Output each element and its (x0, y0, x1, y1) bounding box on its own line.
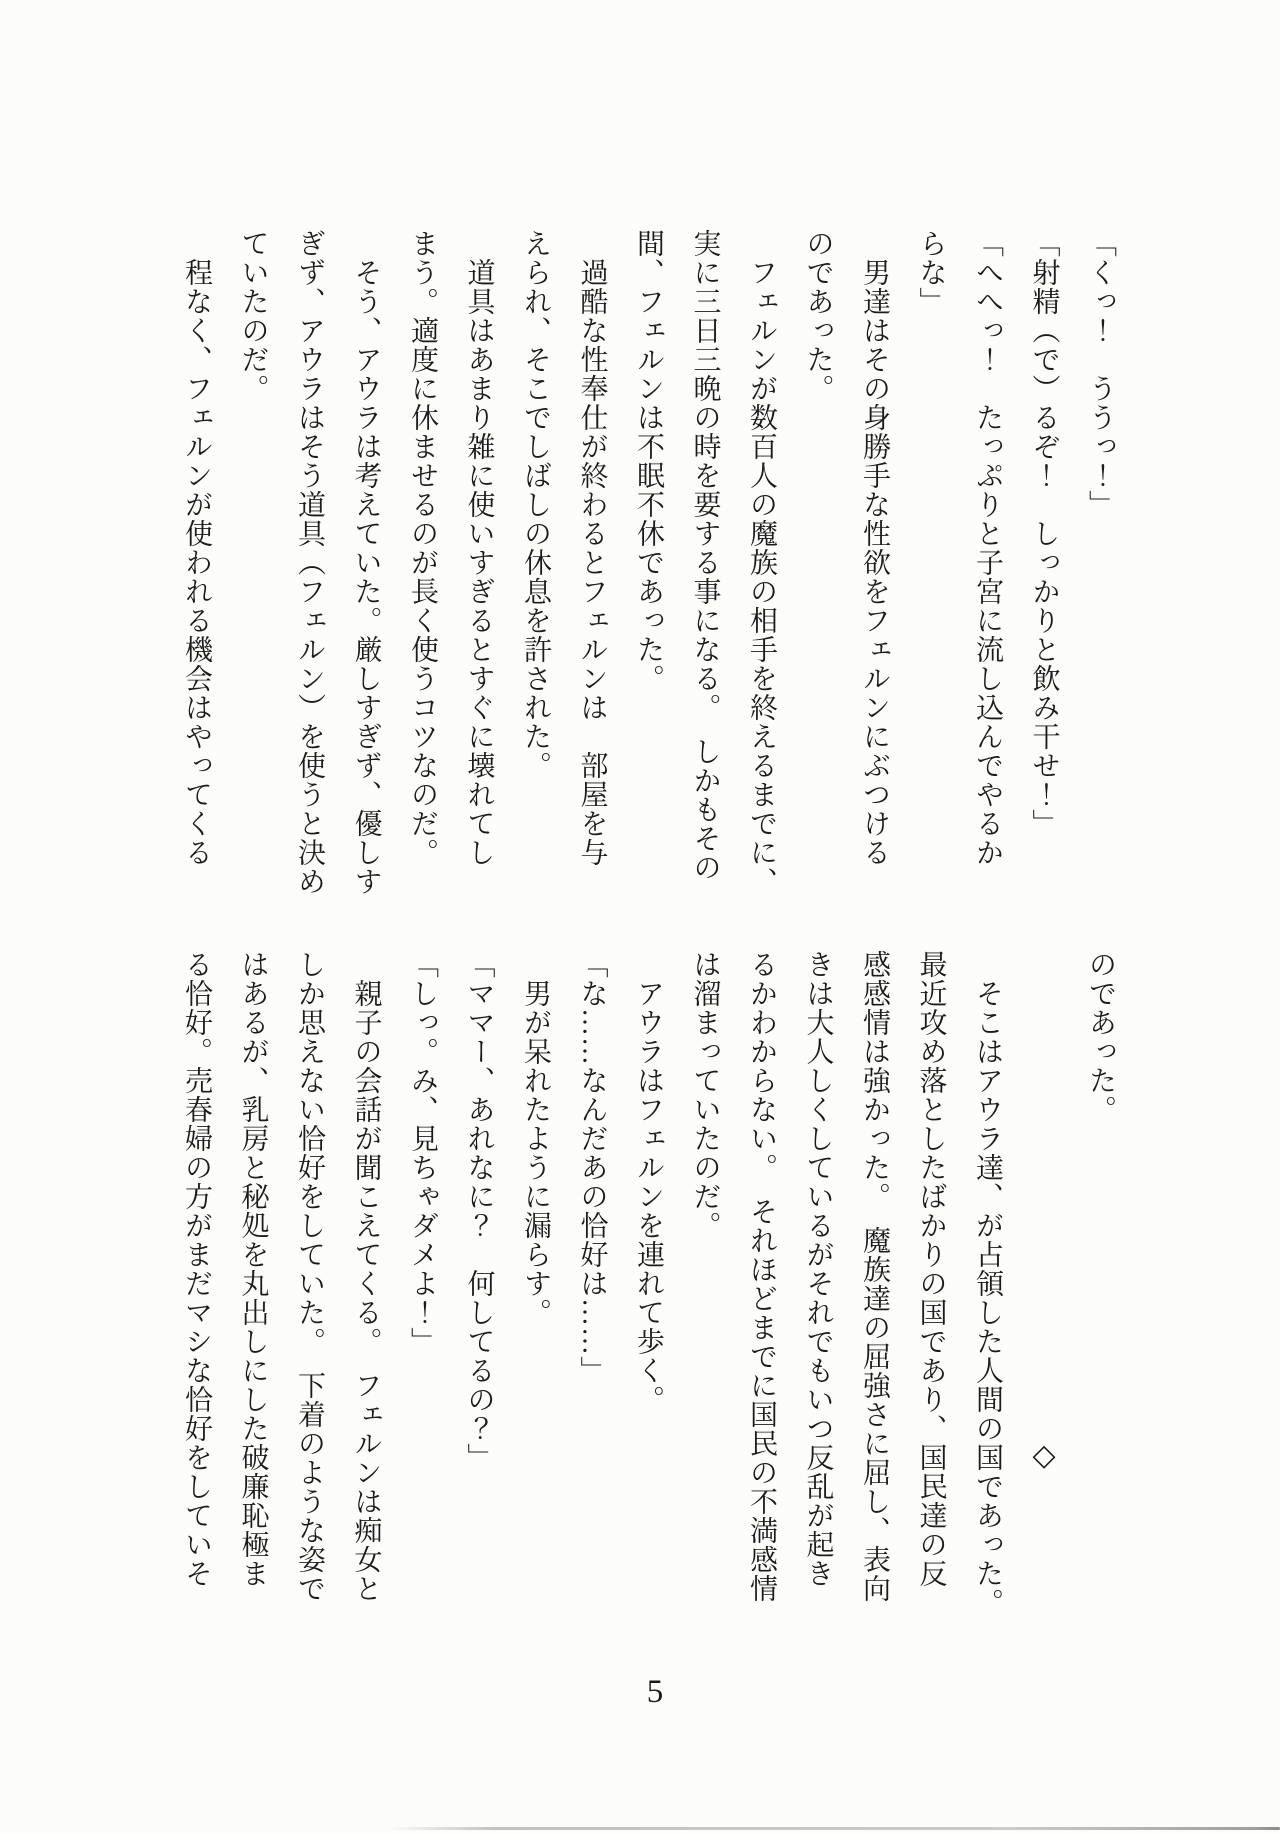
top-text-block (168, 229, 1129, 921)
text-column: 「しっ。み、見ちゃダメよ！」 (407, 950, 438, 1356)
text-column: ぎず、アウラはそう道具（フェルン）を使うと決め (294, 229, 325, 896)
text-column: ていたのだ。 (237, 229, 269, 403)
text-column: フェルンが数百人の魔族の相手を終えるまでに、 (746, 229, 777, 896)
text-column: 「へへっ！ たっぷりと子宮に流し込んでやるか (972, 229, 1003, 867)
text-column: まう。適度に休ませるのが長く使うコツなのだ。 (407, 229, 438, 867)
text-column: 道具はあまり雑に使いすぎるとすぐに壊れてし (463, 229, 495, 867)
text-column: 過酷な性奉仕が終わるとフェルンは 部屋を与 (576, 229, 608, 867)
text-column: はあるが、乳房と秘処を丸出しにした破廉恥極ま (237, 950, 269, 1588)
text-column: 間、フェルンは不眠不休であった。 (633, 229, 664, 693)
text-column: 男が呆れたように漏らす。 (520, 950, 551, 1327)
text-column: 最近攻め落としたばかりの国であり、国民達の反 (915, 950, 947, 1588)
text-column: そう、アウラは考えていた。厳しすぎず、優しす (350, 229, 382, 896)
text-column: 「な……なんだあの恰好は……」 (576, 950, 608, 1385)
text-column: 男達はその身勝手な性欲をフェルンにぶつける (859, 229, 890, 867)
text-column: のであった。 (802, 229, 834, 403)
text-column: るかわからない。 それほどまでに国民の不満感情 (746, 950, 777, 1603)
bottom-text-block (168, 950, 1129, 1642)
text-column: らな」 (915, 229, 947, 316)
text-column: アウラはフェルンを連れて歩く。 (633, 950, 664, 1414)
text-column: そこはアウラ達、が占領した人間の国であった。 (972, 950, 1003, 1617)
section-divider-diamond: ◇ (1027, 1438, 1061, 1474)
text-column: きは大人しくしているがそれでもいつ反乱が起き (802, 950, 834, 1588)
scan-artifact-line (388, 1827, 1280, 1830)
text-column: 実に三日三晩の時を要する事になる。 しかもその (689, 229, 721, 882)
text-column: しか思えない恰好をしていた。 下着のような姿で (294, 950, 325, 1603)
text-column: は溜まっていたのだ。 (689, 950, 721, 1240)
text-column: 「くっ！ ううっ！」 (1085, 229, 1116, 519)
page-number: 5 (646, 1674, 664, 1710)
text-column: 「ママー、あれなに？ 何してるの？」 (463, 950, 495, 1472)
text-column: のであった。 (1085, 950, 1116, 1124)
text-column: 感感情は強かった。 魔族達の屈強さに屈し、表向 (859, 950, 890, 1603)
text-column: る恰好。売春婦の方がまだマシな恰好をしていそ (181, 950, 212, 1588)
text-column: 程なく、フェルンが使われる機会はやってくる (181, 229, 212, 867)
text-column: 「射精（で）るぞ！ しっかりと飲み干せ！」 (1028, 229, 1060, 838)
text-column: 親子の会話が聞こえてくる。 フェルンは痴女と (350, 950, 382, 1603)
text-column: えられ、そこでしばしの休息を許された。 (520, 229, 551, 780)
